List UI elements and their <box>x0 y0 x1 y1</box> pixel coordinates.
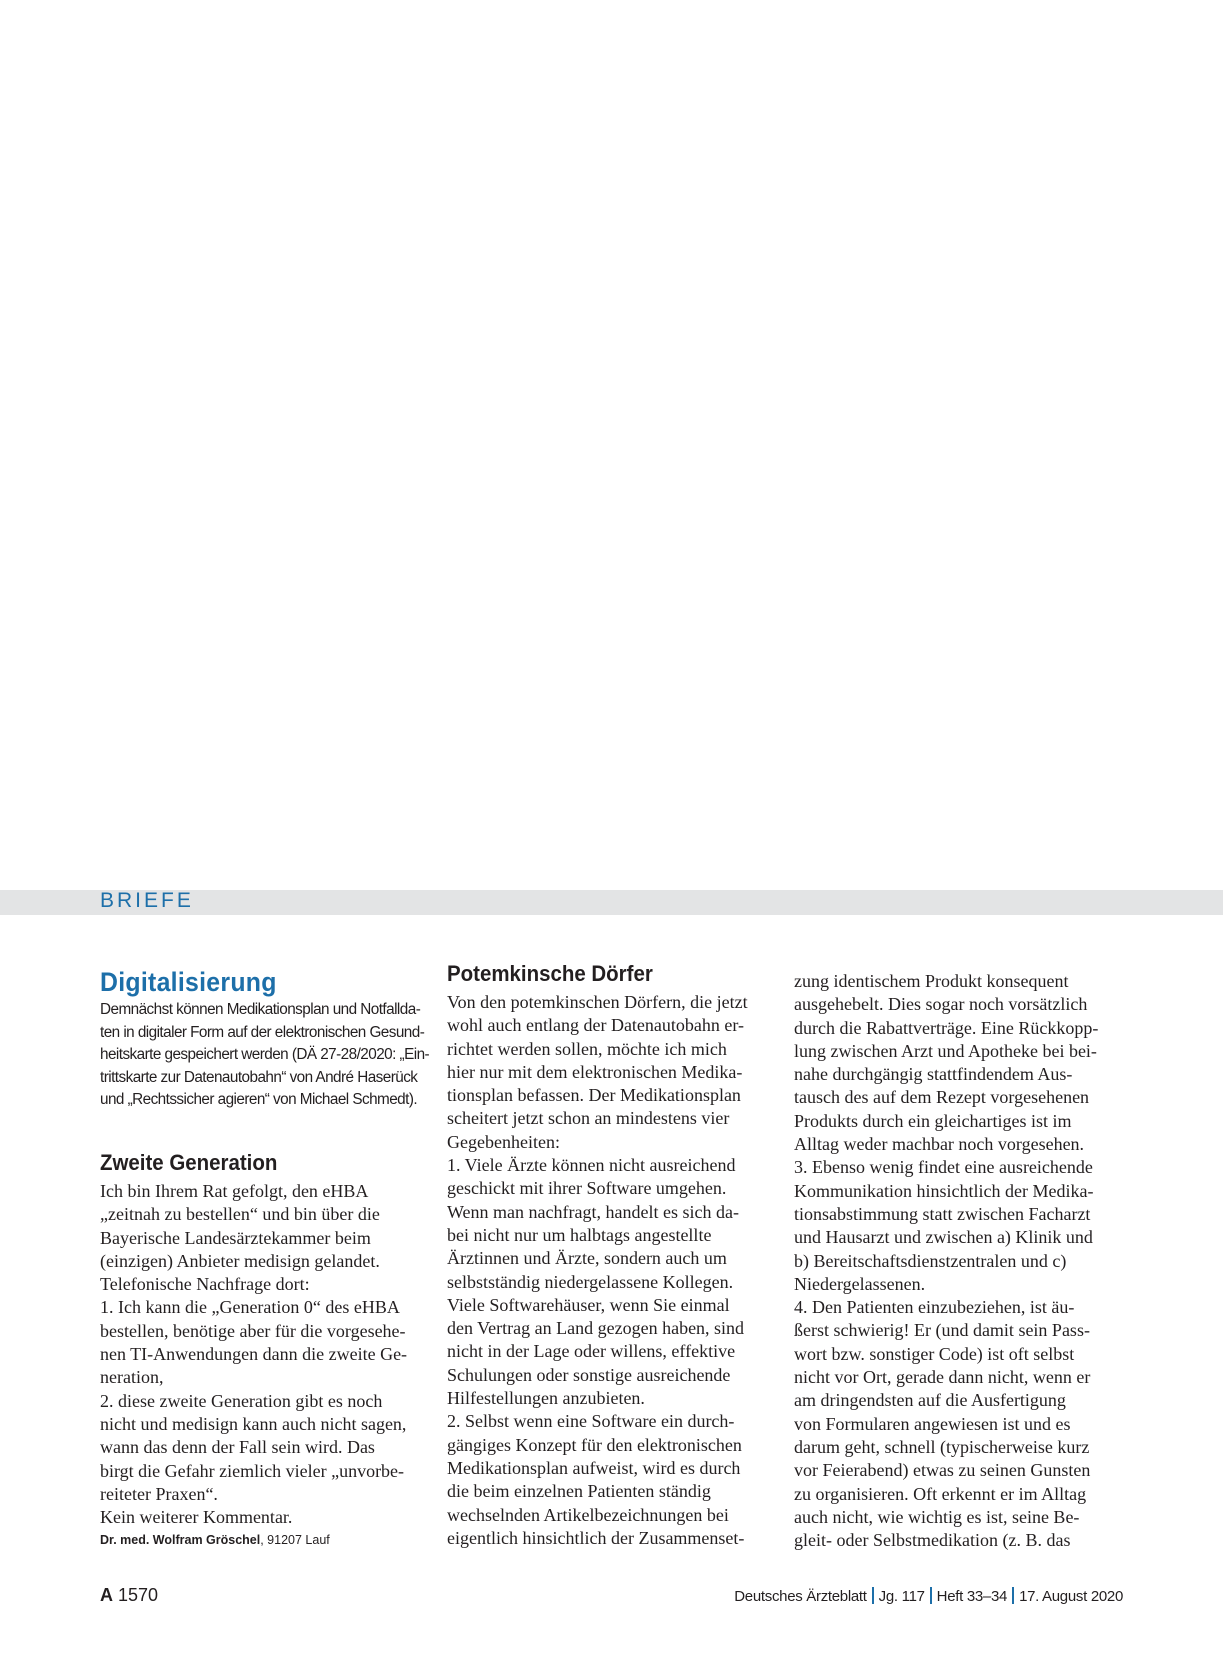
topic-intro <box>100 999 430 1112</box>
body-line: richtet werden sollen, möchte ich mich <box>447 1038 727 1059</box>
section-label: BRIEFE <box>100 889 194 912</box>
body-line: Kommunikation hinsichtlich der Medika- <box>794 1180 1094 1201</box>
body-line: Gegebenheiten: <box>447 1131 560 1152</box>
body-line: 1. Ich kann die „Generation 0“ des eHBA <box>100 1297 400 1318</box>
page-folio <box>100 1585 158 1606</box>
body-line: 2. Selbst wenn eine Software ein durch- <box>447 1411 735 1432</box>
body-line: hier nur mit dem elektronischen Medika- <box>447 1061 743 1082</box>
journal-volume: Jg. 117 <box>878 1588 925 1605</box>
body-line: am dringendsten auf die Ausfertigung <box>794 1390 1066 1411</box>
body-line: nahe durchgängig stattfindendem Aus- <box>794 1064 1073 1085</box>
footer-separator <box>1012 1587 1014 1604</box>
body-line: scheitert jetzt schon an mindestens vier <box>447 1108 730 1129</box>
letter-body <box>100 1180 430 1547</box>
topic-title: Digitalisierung <box>100 967 277 997</box>
column-3 <box>794 970 1124 1552</box>
body-line: 1. Viele Ärzte können nicht ausreichend <box>447 1155 736 1176</box>
letter-title: Potemkinsche Dörfer <box>447 961 653 986</box>
body-line: nicht vor Ort, gerade dann nicht, wenn er <box>794 1367 1091 1388</box>
body-line: Niedergelassenen. <box>794 1273 926 1294</box>
page-prefix: A <box>100 1585 113 1605</box>
body-line: eigentlich hinsichtlich der Zusammenset- <box>447 1527 745 1548</box>
body-line: 3. Ebenso wenig findet eine ausreichende <box>794 1157 1093 1178</box>
body-line: gleit- oder Selbstmedikation (z. B. das <box>794 1530 1071 1551</box>
body-line: Hilfestellungen anzubieten. <box>447 1388 645 1409</box>
body-line: ßerst schwierig! Er (und damit sein Pass- <box>794 1320 1090 1341</box>
body-line: reiteter Praxen“. <box>100 1483 218 1504</box>
body-line: 2. diese zweite Generation gibt es noch <box>100 1390 383 1411</box>
intro-line: ten in digitaler Form auf der elektronischen Gesund- <box>100 1023 425 1041</box>
body-line: Produkts durch ein gleichartiges ist im <box>794 1110 1072 1131</box>
body-line: Ärztinnen und Ärzte, sondern auch um <box>447 1248 727 1269</box>
body-line: darum geht, schnell (typischerweise kurz <box>794 1436 1090 1457</box>
letter-body <box>447 991 777 1550</box>
page-number: 1570 <box>118 1585 159 1605</box>
body-line: (einzigen) Anbieter medisign gelandet. <box>100 1250 380 1271</box>
body-line: neration, <box>100 1367 164 1388</box>
body-line: wechselnden Artikelbezeichnungen bei <box>447 1504 729 1525</box>
body-line: 4. Den Patienten einzubeziehen, ist äu- <box>794 1297 1075 1318</box>
author-place: , 91207 Lauf <box>260 1533 330 1548</box>
body-line: zung identischem Produkt konsequent <box>794 971 1069 991</box>
body-line: lung zwischen Arzt und Apotheke bei bei- <box>794 1040 1097 1061</box>
author-signature <box>100 1533 430 1547</box>
body-line: Von den potemkinschen Dörfern, die jetzt <box>447 992 748 1012</box>
body-line: nen TI-Anwendungen dann die zweite Ge- <box>100 1344 408 1365</box>
body-line: tionsplan befassen. Der Medikationsplan <box>447 1085 741 1106</box>
body-line: selbstständig niedergelassene Kollegen. <box>447 1271 734 1292</box>
body-line: tionsabstimmung statt zwischen Facharzt <box>794 1203 1091 1224</box>
body-line: b) Bereitschaftsdienstzentralen und c) <box>794 1250 1067 1271</box>
body-line: Kein weiterer Kommentar. <box>100 1507 293 1528</box>
column-2 <box>447 961 777 1550</box>
body-line: von Formularen angewiesen ist und es <box>794 1413 1071 1434</box>
body-line: Wenn man nachfragt, handelt es sich da- <box>447 1201 739 1222</box>
intro-line: heitskarte gespeichert werden (DÄ 27-28/2020: „Ein- <box>100 1046 430 1064</box>
body-line: birgt die Gefahr ziemlich vieler „unvorbe- <box>100 1460 405 1481</box>
body-line: Alltag weder machbar noch vorgesehen. <box>794 1134 1085 1155</box>
body-line: durch die Rabattverträge. Eine Rückkopp- <box>794 1017 1099 1038</box>
author-name: Dr. med. Wolfram Gröschel <box>100 1533 261 1548</box>
body-line: vor Feierabend) etwas zu seinen Gunsten <box>794 1460 1091 1481</box>
journal-name: Deutsches Ärzteblatt <box>734 1588 867 1605</box>
journal-footer <box>734 1587 1123 1605</box>
body-line: die beim einzelnen Patienten ständig <box>447 1481 711 1502</box>
footer-separator <box>930 1587 932 1604</box>
body-line: nicht in der Lage oder willens, effektive <box>447 1341 736 1362</box>
body-line: zu organisieren. Oft erkennt er im Alltag <box>794 1483 1087 1504</box>
body-line: und Hausarzt und zwischen a) Klinik und <box>794 1227 1093 1248</box>
footer-separator <box>872 1587 874 1604</box>
intro-line: trittskarte zur Datenautobahn“ von André Haserück <box>100 1068 418 1086</box>
letter-title: Zweite Generation <box>100 1149 278 1175</box>
intro-line: und „Rechtssicher agieren“ von Michael Schmedt). <box>100 1091 418 1109</box>
body-line: tausch des auf dem Rezept vorgesehenen <box>794 1087 1090 1108</box>
body-line: Ich bin Ihrem Rat gefolgt, den eHBA <box>100 1180 369 1201</box>
column-1 <box>100 967 430 1547</box>
body-line: ausgehebelt. Dies sogar noch vorsätzlich <box>794 994 1088 1015</box>
journal-date: 17. August 2020 <box>1019 1588 1123 1605</box>
body-line: wort bzw. sonstiger Code) ist oft selbst <box>794 1343 1075 1364</box>
body-line: nicht und medisign kann auch nicht sagen, <box>100 1413 407 1434</box>
body-line: wann das denn der Fall sein wird. Das <box>100 1437 375 1458</box>
body-line: bei nicht nur um halbtags angestellte <box>447 1224 712 1245</box>
body-line: gängiges Konzept für den elektronischen <box>447 1434 742 1455</box>
body-line: Medikationsplan aufweist, wird es durch <box>447 1457 741 1478</box>
body-line: wohl auch entlang der Datenautobahn er- <box>447 1015 745 1036</box>
body-line: Bayerische Landesärztekammer beim <box>100 1227 371 1248</box>
body-line: Telefonische Nachfrage dort: <box>100 1274 310 1295</box>
intro-line: Demnächst können Medikationsplan und Notfallda- <box>100 1001 421 1018</box>
journal-issue: Heft 33–34 <box>936 1588 1008 1605</box>
body-line: geschickt mit ihrer Software umgehen. <box>447 1178 727 1199</box>
letter-body-continued <box>794 970 1124 1552</box>
body-line: Schulungen oder sonstige ausreichende <box>447 1364 731 1385</box>
body-line: den Vertrag an Land gezogen haben, sind <box>447 1318 745 1339</box>
body-line: auch nicht, wie wichtig es ist, seine Be- <box>794 1506 1080 1527</box>
body-line: bestellen, benötige aber für die vorgesehe- <box>100 1320 406 1341</box>
body-line: Viele Softwarehäuser, wenn Sie einmal <box>447 1294 730 1315</box>
body-line: „zeitnah zu bestellen“ und bin über die <box>100 1204 380 1225</box>
